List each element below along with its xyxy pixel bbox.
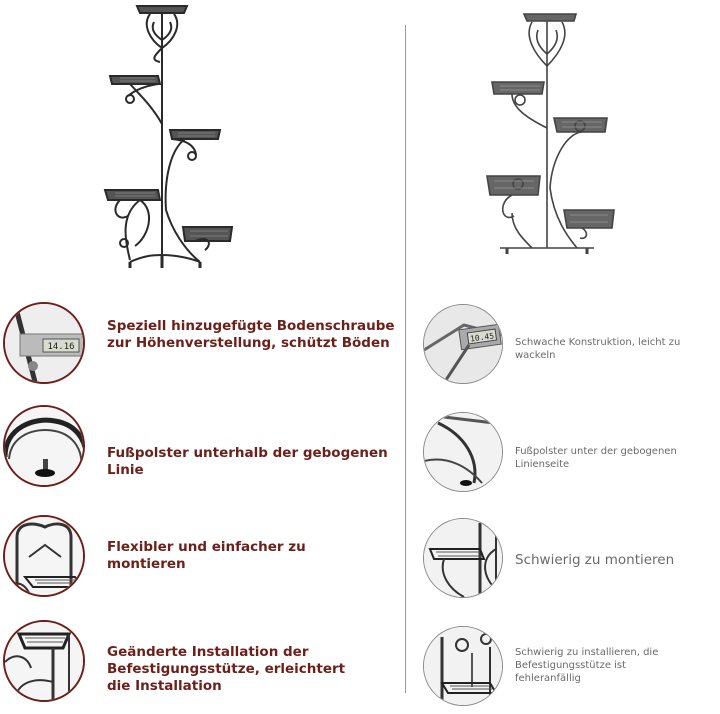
feature-text-weak-construction: Schwache Konstruktion, leicht zu wackeln [515,337,681,361]
feature-text-easy-assembly: Flexibler und einfacher zu montieren [107,539,306,572]
foot-pad-closeup-image [3,405,85,487]
column-divider [405,25,406,693]
feature-text-foot-pad: Fußpolster unterhalb der gebogenen Linie [107,445,388,478]
feature-text-foot-pad-side: Fußpolster unter der gebogenen Linienseite [515,446,677,470]
leveling-screw-closeup-image [3,302,85,384]
foot-pad-side-closeup-image [423,412,503,492]
shelf-frame-closeup-image [3,515,85,597]
caliper-reading: 10.45 [469,331,495,344]
caliper-reading: 14.16 [47,342,75,352]
feature-text-bracket-installation: Geänderte Installation der Befestigungsstütze, erleichtert die Installation [107,644,346,694]
plant-stand-weak-image [482,8,622,258]
support-bracket-closeup-image [3,620,85,702]
weak-construction-closeup-image [423,304,503,384]
feature-text-leveling-screw: Speziell hinzugefügte Bodenschraube zur Höhenverstellung, schützt Böden [107,318,395,351]
frame-closeup-image [423,518,503,598]
plant-stand-improved-image [100,0,240,275]
bracket-closeup-image [423,626,503,706]
feature-text-hard-assembly: Schwierig zu montieren [515,552,675,568]
feature-text-hard-installation: Schwierig zu installieren, die Befestigungsstütze ist fehleranfällig [515,647,659,684]
